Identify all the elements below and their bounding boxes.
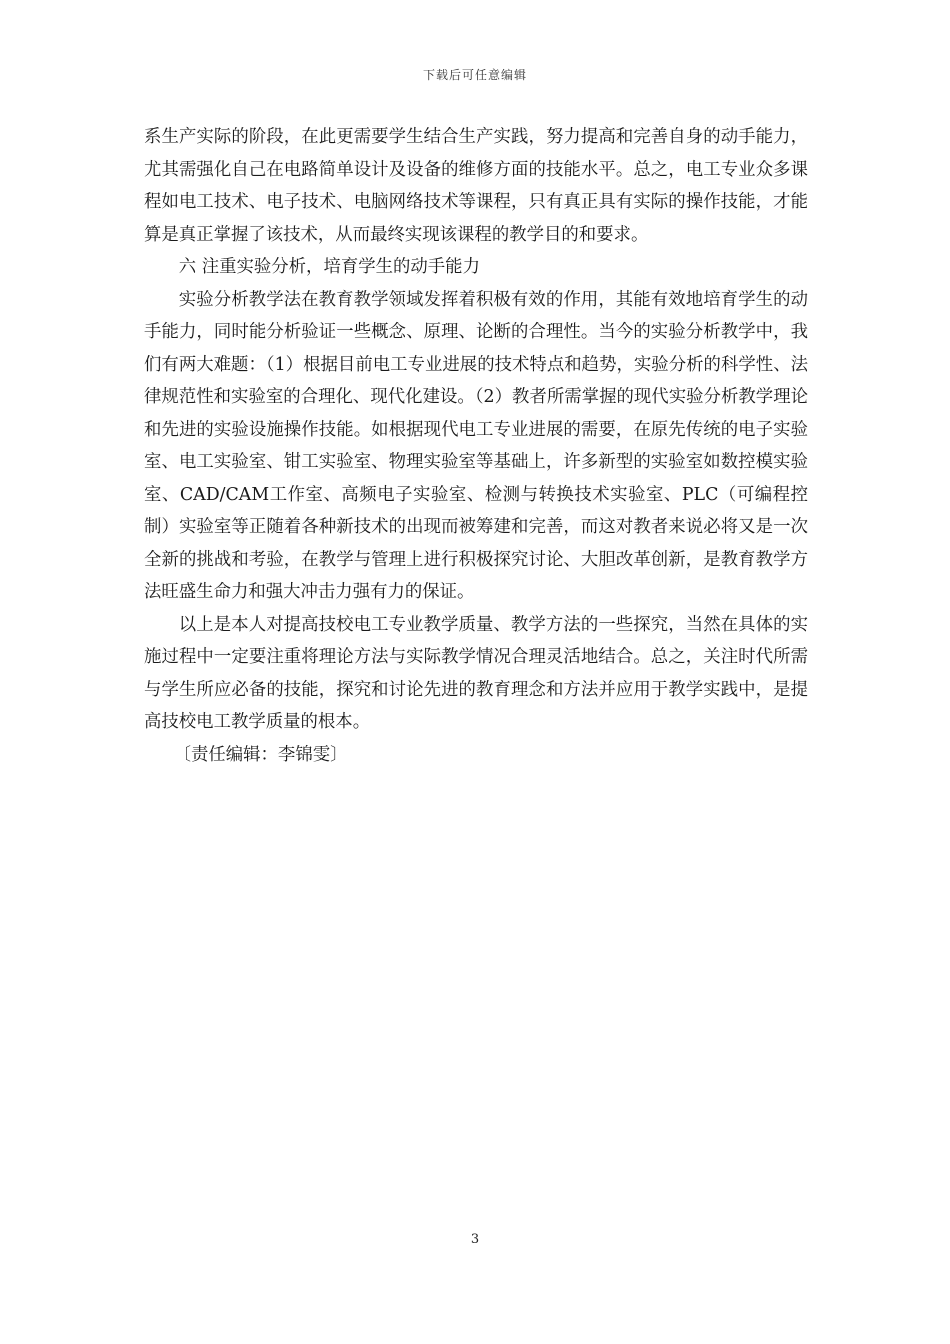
paragraph-continuation: 系生产实际的阶段，在此更需要学生结合生产实践，努力提高和完善自身的动手能力，尤其需强化自己在电路简单设计及设备的维修方面的技能水平。总之，电工专业众多课程如电工技术、电子技术、电脑网络技术等课程，只有真正具有实际的操作技能，才能算是真正掌握了该技术，从而最终实现该课程的教学目的和要求。: [144, 127, 808, 245]
paragraph-conclusion: 以上是本人对提高技校电工专业教学质量、教学方法的一些探究，当然在具体的实施过程中一定要注重将理论方法与实际教学情况合理灵活地结合。总之，关注时代所需与学生所应必备的技能，探究和讨论先进的教育理念和方法并应用于教学实践中，是提高技校电工教学质量的根本。: [144, 614, 808, 732]
responsible-editor: 〔责任编辑：李锦雯〕: [173, 744, 348, 765]
page-number: 3: [470, 1232, 480, 1247]
section-heading-six: 六 注重实验分析，培育学生的动手能力: [178, 257, 480, 277]
paragraph-experiment-analysis: 实验分析教学法在教育教学领域发挥着积极有效的作用，其能有效地培育学生的动手能力，同时能分析验证一些概念、原理、论断的合理性。当今的实验分析教学中，我们有两大难题：（1）根据目前电工专业进展的技术特点和趋势，实验分析的科学性、法律规范性和实验室的合理化、现代化建设。（2）教者所需掌握的现代实验分析教学理论和先进的实验设施操作技能。如根据现代电工专业进展的需要，在原先传统的电子实验室、电工实验室、钳工实验室、物理实验室等基础上，许多新型的实验室如数控模实验室、CAD/CAM工作室、高频电子实验室、检测与转换技术实验室、PLC（可编程控制）实验室等正随着各种新技术的出现而被筹建和完善，而这对教者来说必将又是一次全新的挑战和考验，在教学与管理上进行积极探究讨论、大胆改革创新，是教育教学方法旺盛生命力和强大冲击力强有力的保证。: [144, 289, 808, 602]
document-body: [144, 121, 808, 771]
page-header: 下载后可任意编辑: [422, 68, 527, 82]
